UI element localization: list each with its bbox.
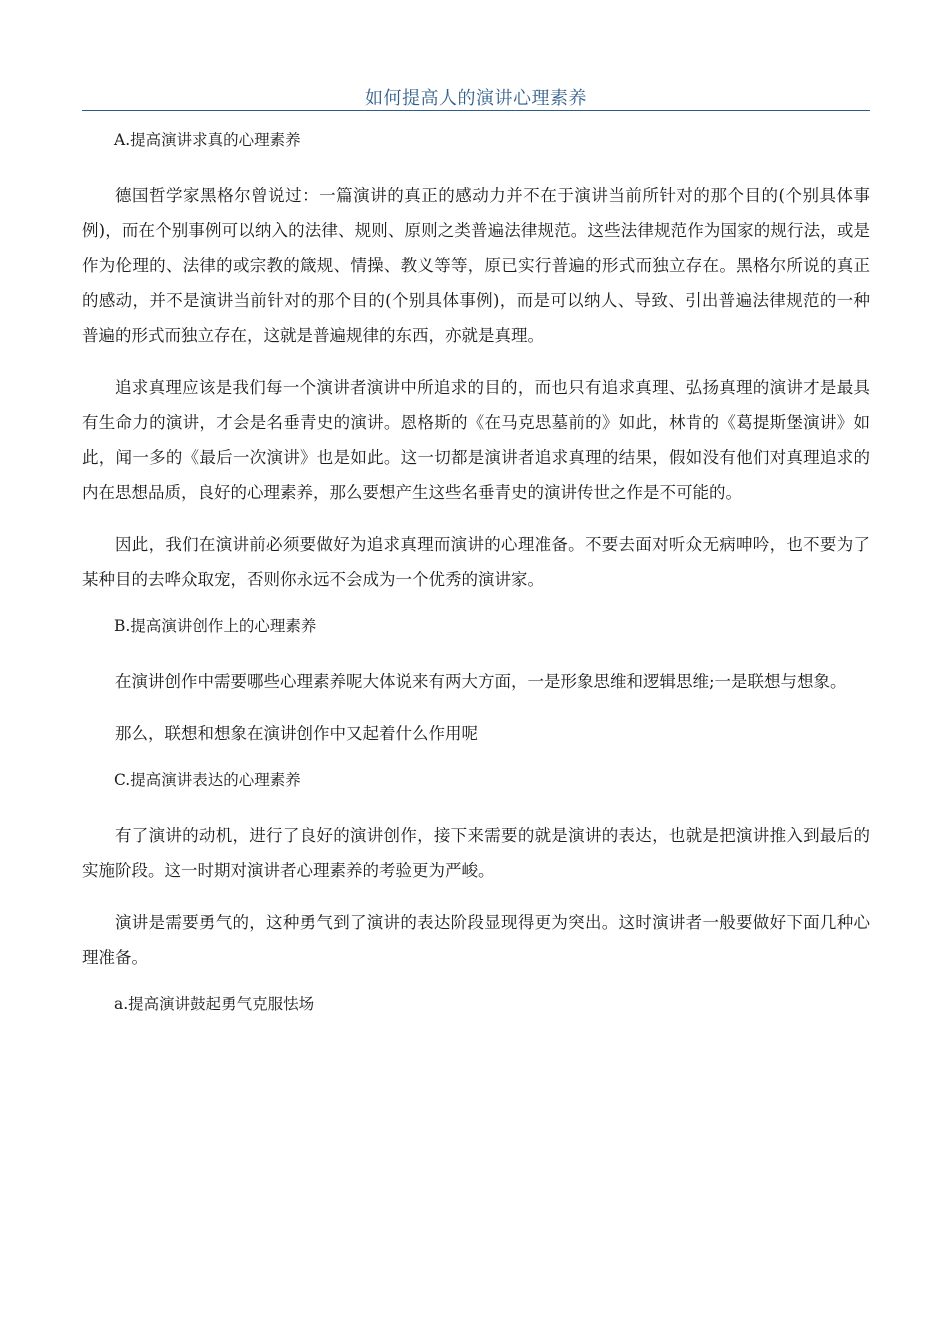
paragraph: 德国哲学家黑格尔曾说过：一篇演讲的真正的感动力并不在于演讲当前所针对的那个目的(个别具体事例)，而在个别事例可以纳入的法律、规则、原则之类普遍法律规范。这些法律规范作为国家的规行法，或是作为伦理的、法律的或宗教的箴规、情操、教义等等，原已实行普遍的形式而独立存在。黑格尔所说的真正的感动，并不是演讲当前针对的那个目的(个别具体事例)，而是可以纳人、导致、引出普遍法律规范的一种普遍的形式而独立存在，这就是普遍规律的东西，亦就是真理。 <box>82 186 870 345</box>
paragraph: 那么，联想和想象在演讲创作中又起着什么作用呢 <box>115 724 478 743</box>
paragraph: 有了演讲的动机，进行了良好的演讲创作，接下来需要的就是演讲的表达，也就是把演讲推入到最后的实施阶段。这一时期对演讲者心理素养的考验更为严峻。 <box>82 826 870 880</box>
paragraph: 在演讲创作中需要哪些心理素养呢大体说来有两大方面，一是形象思维和逻辑思维;一是联想与想象。 <box>115 672 847 691</box>
page-title: 如何提高人的演讲心理素养 <box>365 88 587 109</box>
paragraph: 演讲是需要勇气的，这种勇气到了演讲的表达阶段显现得更为突出。这时演讲者一般要做好下面几种心理准备。 <box>82 913 870 967</box>
section-heading-c: C.提高演讲表达的心理素养 <box>114 771 301 789</box>
subsection-heading-a: a.提高演讲鼓起勇气克服怯场 <box>114 995 315 1013</box>
document-body <box>82 128 870 1043</box>
section-heading-a: A.提高演讲求真的心理素养 <box>114 131 301 149</box>
paragraph: 因此，我们在演讲前必须要做好为追求真理而演讲的心理准备。不要去面对听众无病呻吟，也不要为了某种目的去哗众取宠，否则你永远不会成为一个优秀的演讲家。 <box>82 535 870 589</box>
section-heading-b: B.提高演讲创作上的心理素养 <box>114 617 317 635</box>
paragraph: 追求真理应该是我们每一个演讲者演讲中所追求的目的，而也只有追求真理、弘扬真理的演讲才是最具有生命力的演讲，才会是名垂青史的演讲。恩格斯的《在马克思墓前的》如此，林肯的《葛提斯堡演讲》如此，闻一多的《最后一次演讲》也是如此。这一切都是演讲者追求真理的结果，假如没有他们对真理追求的内在思想品质，良好的心理素养，那么要想产生这些名垂青史的演讲传世之作是不可能的。 <box>82 378 870 502</box>
page-header <box>82 80 870 111</box>
